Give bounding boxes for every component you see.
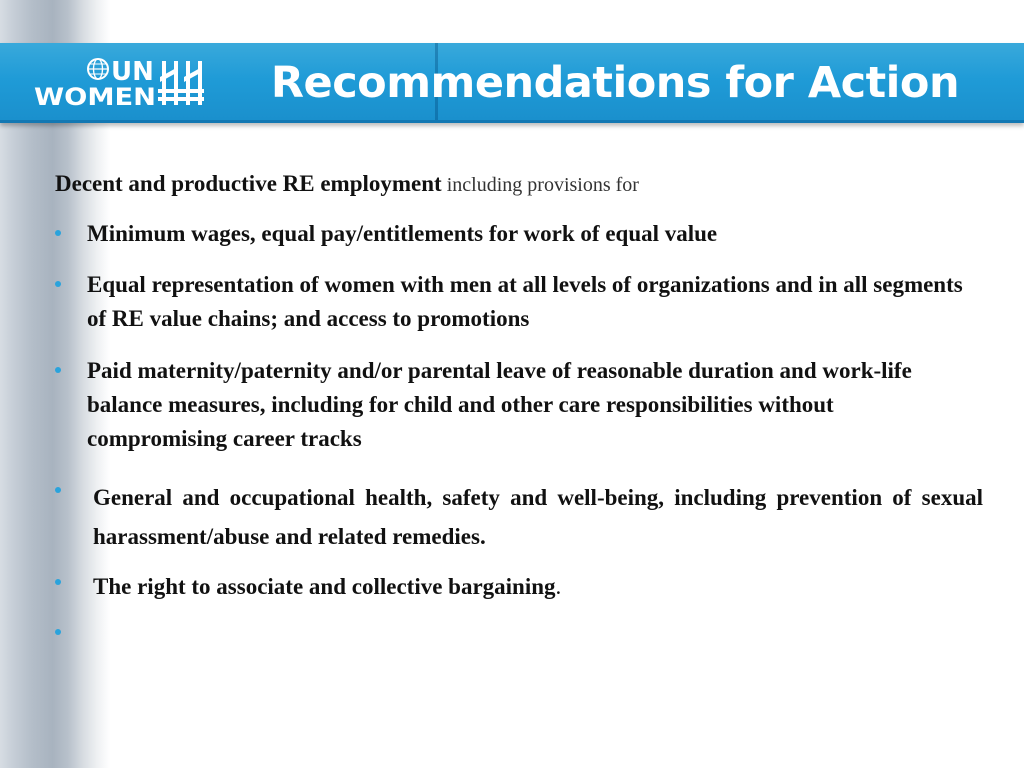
bullet-dot-icon (55, 487, 61, 493)
bullet-dot-icon (55, 281, 61, 287)
logo-line2: WOMEN (34, 83, 156, 111)
un-emblem-icon (88, 59, 108, 79)
banner-bottom-line (0, 120, 1024, 123)
bullet-item: Paid maternity/paternity and/or parental leave of reasonable duration and work-life balance measures, including for child and other care responsibilities without compromising career tracks (87, 358, 912, 451)
intro-lead: Decent and productive RE employment (55, 171, 442, 196)
bullet-item-suffix: . (555, 574, 562, 599)
bullet-item: Equal representation of women with men at all levels of organizations and in all segments of RE value chains; and access to promotions (87, 272, 963, 331)
bullet-item-text: The right to associate and collective bargaining (93, 574, 556, 599)
title-banner (0, 43, 1024, 123)
bullet-dot-icon (55, 367, 61, 373)
slide-title: Recommendations for Action (270, 58, 960, 108)
bullet-dot-icon (55, 230, 61, 236)
empty-bullet-dot-icon (55, 629, 61, 635)
intro-rest: including provisions for (441, 174, 639, 196)
equality-mark-icon (158, 61, 204, 105)
bullet-dot-icon (55, 579, 61, 585)
logo-line1: UN (111, 57, 154, 87)
bullet-item (93, 571, 973, 603)
bullet-item: General and occupational health, safety and well-being, including prevention of sexual harassment/abuse and related remedies. (93, 485, 983, 549)
un-women-logo (34, 55, 206, 111)
bullet-item: Minimum wages, equal pay/entitlements for work of equal value (87, 221, 718, 246)
intro-line (55, 170, 639, 199)
